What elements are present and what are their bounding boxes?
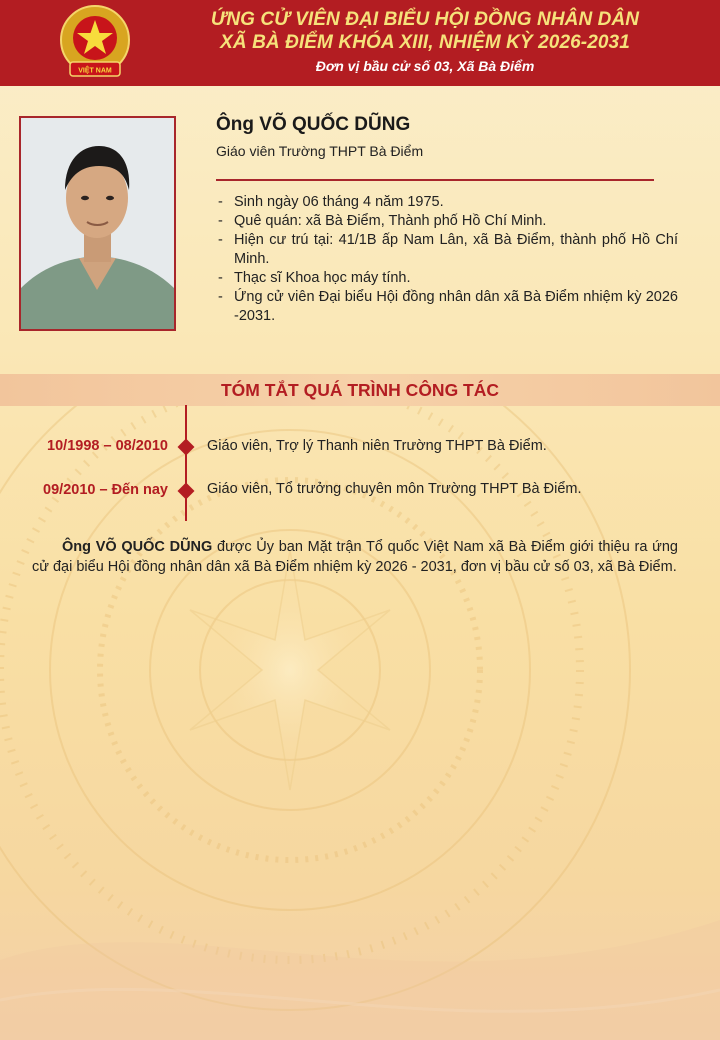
bio-item-birth: - Sinh ngày 06 tháng 4 năm 1975. bbox=[216, 193, 678, 212]
introduction-paragraph bbox=[32, 537, 678, 577]
timeline-period: 10/1998 – 08/2010 bbox=[47, 438, 168, 454]
candidate-role: Giáo viên Trường THPT Bà Điểm bbox=[216, 143, 424, 159]
timeline-description: Giáo viên, Tổ trưởng chuyên môn Trường THPT Bà Điểm. bbox=[207, 481, 582, 497]
header-title-line2: XÃ BÀ ĐIỂM KHÓA XIII, NHIỆM KỲ 2026-2031 bbox=[220, 32, 630, 53]
emblem-ribbon-text: VIỆT NAM bbox=[78, 67, 112, 75]
header-banner bbox=[0, 0, 720, 86]
bio-list bbox=[216, 193, 678, 326]
timeline-period: 09/2010 – Đến nay bbox=[43, 482, 168, 498]
portrait-illustration bbox=[21, 118, 174, 329]
bio-item-degree: - Thạc sĩ Khoa học máy tính. bbox=[216, 269, 678, 288]
section-title: TÓM TẮT QUÁ TRÌNH CÔNG TÁC bbox=[220, 380, 500, 400]
header-subtitle: Đơn vị bầu cử số 03, Xã Bà Điểm bbox=[315, 58, 535, 74]
timeline-description: Giáo viên, Trợ lý Thanh niên Trường THPT Bà Điểm. bbox=[207, 438, 547, 454]
bio-item-candidacy: - Ứng cử viên Đại biểu Hội đồng nhân dân xã Bà Điểm nhiệm kỳ 2026 -2031. bbox=[216, 288, 678, 326]
national-emblem-icon bbox=[56, 2, 134, 84]
intro-candidate-name: Ông VÕ QUỐC DŨNG bbox=[62, 539, 213, 555]
bio-item-residence: - Hiện cư trú tại: 41/1B ấp Nam Lân, xã Bà Điểm, thành phố Hồ Chí Minh. bbox=[216, 231, 678, 269]
header-title-line1: ỨNG CỬ VIÊN ĐẠI BIỂU HỘI ĐỒNG NHÂN DÂN bbox=[210, 9, 640, 30]
intro-text: được Ủy ban Mặt trận Tổ quốc Việt Nam xã Bà Điểm giới thiệu ra ứng cử đại biểu Hội đồng nhân dân xã Bà Điểm nhiệm kỳ 2026 - 2031, đơn vị bầu cử số 03, xã Bà Điểm. bbox=[32, 539, 678, 575]
candidate-name: Ông VÕ QUỐC DŨNG bbox=[216, 114, 411, 135]
bio-item-hometown: - Quê quán: xã Bà Điểm, Thành phố Hồ Chí Minh. bbox=[216, 212, 678, 231]
candidate-photo bbox=[19, 116, 176, 331]
timeline-line bbox=[185, 405, 187, 521]
divider bbox=[216, 179, 654, 181]
